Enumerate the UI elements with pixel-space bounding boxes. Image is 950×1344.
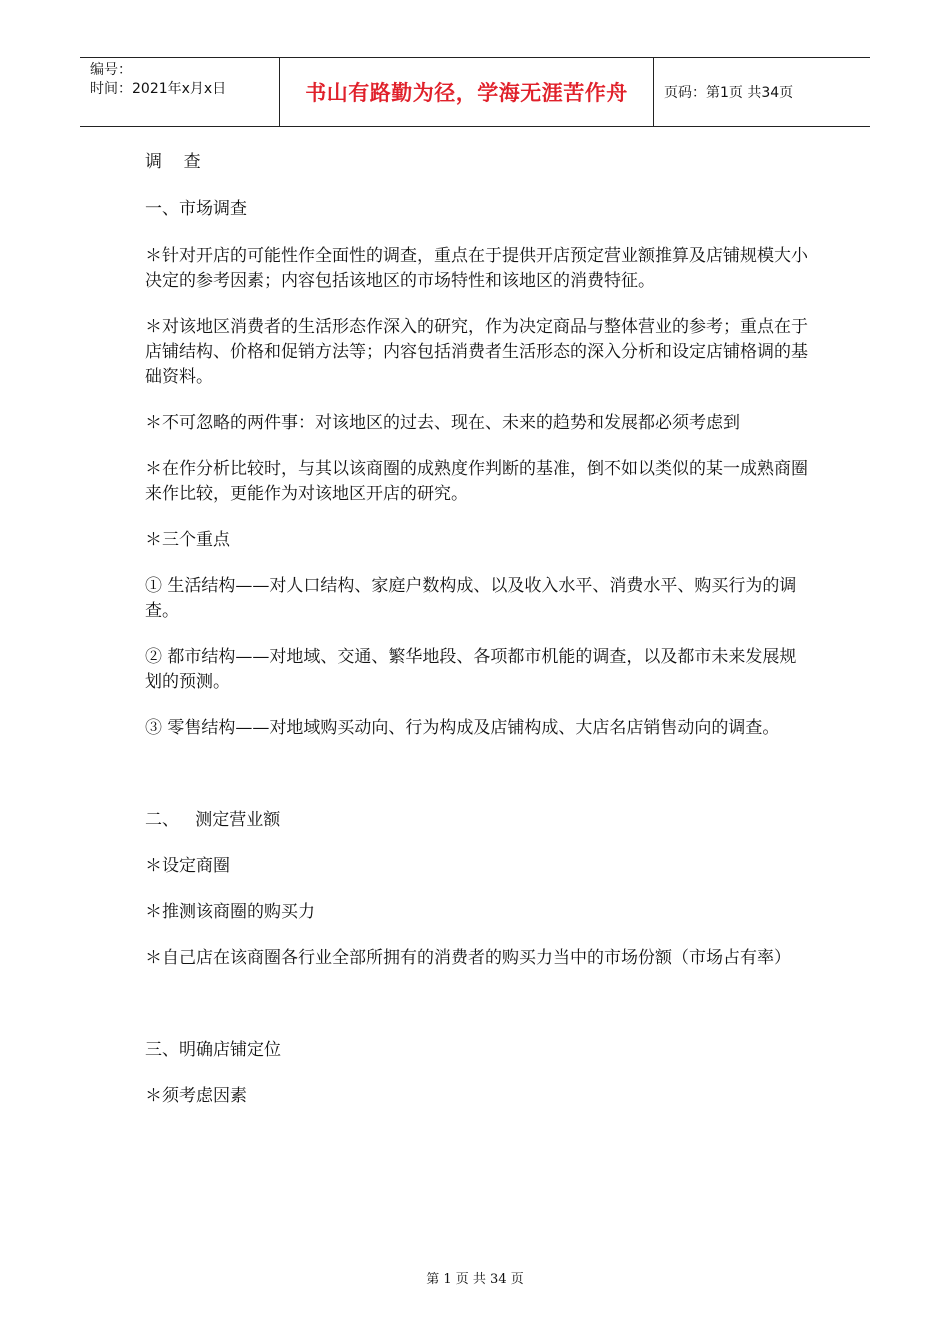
paragraph: ＊对该地区消费者的生活形态作深入的研究，作为决定商品与整体营业的参考；重点在于店铺结构、价格和促销方法等；内容包括消费者生活形态的深入分析和设定店铺格调的基础资料。 [145, 317, 808, 387]
header-meta [80, 58, 280, 126]
time-label: 时间：2021年x月x日 [90, 81, 227, 97]
paragraph: ＊不可忽略的两件事：对该地区的过去、现在、未来的趋势和发展都必须考虑到 [145, 413, 740, 433]
doc-title: 调 查 [145, 152, 201, 172]
paragraph: ＊须考虑因素 [145, 1086, 247, 1106]
paragraph: ＊针对开店的可能性作全面性的调查，重点在于提供开店预定营业额推算及店铺规模大小决定的参考因素；内容包括该地区的市场特性和该地区的消费特征。 [145, 246, 808, 291]
paragraph: ＊在作分析比较时，与其以该商圈的成熟度作判断的基准，倒不如以类似的某一成熟商圈来作比较，更能作为对该地区开店的研究。 [145, 459, 808, 504]
header-motto-cell [280, 58, 654, 126]
section-heading: 二、 测定营业额 [145, 810, 281, 830]
section-heading: 三、明确店铺定位 [145, 1040, 281, 1060]
document-body [145, 150, 810, 1109]
paragraph: ＊设定商圈 [145, 856, 230, 876]
paragraph: ③ 零售结构——对地域购买动向、行为构成及店铺构成、大店名店销售动向的调查。 [145, 718, 780, 738]
motto-text: 书山有路勤为径，学海无涯苦作舟 [305, 81, 628, 105]
paragraph: ② 都市结构——对地域、交通、繁华地段、各项都市机能的调查，以及都市未来发展规划的预测。 [145, 647, 797, 692]
paragraph: ① 生活结构——对人口结构、家庭户数构成、以及收入水平、消费水平、购买行为的调查。 [145, 576, 797, 621]
section-heading: 一、市场调查 [145, 199, 247, 219]
page-footer: 第 1 页 共 34 页 [426, 1272, 524, 1287]
header-page-info: 页码：第1页 共34页 [664, 85, 794, 101]
paragraph: ＊三个重点 [145, 530, 230, 550]
number-label: 编号： [90, 62, 132, 78]
page-header [80, 57, 870, 127]
paragraph: ＊推测该商圈的购买力 [145, 902, 315, 922]
paragraph: ＊自己店在该商圈各行业全部所拥有的消费者的购买力当中的市场份额（市场占有率） [145, 948, 791, 968]
